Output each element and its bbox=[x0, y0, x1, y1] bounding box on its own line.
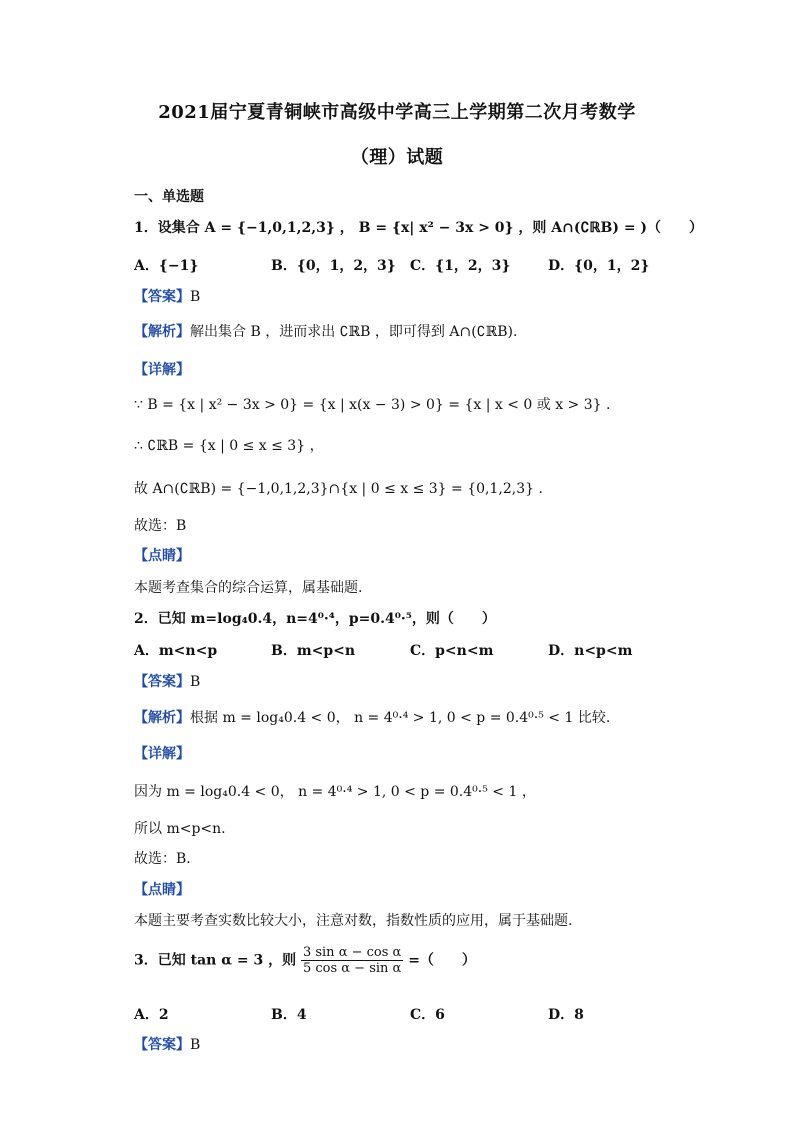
q2-option-c: C．p<n<m bbox=[410, 643, 494, 659]
q1-option-b: B．{0，1，2，3} bbox=[271, 258, 396, 274]
q2-analysis-tag: 【解析】 bbox=[134, 710, 190, 726]
q1-answer-value: B bbox=[190, 289, 201, 305]
q2-comment-tag: 【点睛】 bbox=[134, 882, 190, 898]
q2-detail-1: 因为 m = log₄0.4 < 0， n = 4⁰·⁴ > 1, 0 < p = 0.4⁰·⁵ < 1 ， bbox=[134, 784, 536, 800]
q1-detail-2: ∴ ∁ℝB = {x | 0 ≤ x ≤ 3} ， bbox=[134, 438, 324, 454]
q3-option-d: D．8 bbox=[548, 1007, 584, 1023]
q3-option-c: C．6 bbox=[410, 1007, 445, 1023]
q2-analysis-text: 根据 m = log₄0.4 < 0， n = 4⁰·⁴ > 1, 0 < p = 0.4⁰·⁵ < 1 比较. bbox=[190, 710, 611, 726]
q2-answer-value: B bbox=[190, 674, 201, 690]
q2-stem: 2．已知 m=log₄0.4，n=4⁰·⁴，p=0.4⁰·⁵，则（ ） bbox=[134, 611, 496, 627]
q1-option-d: D．{0，1，2} bbox=[548, 258, 650, 274]
section-heading: 一、单选题 bbox=[134, 189, 204, 205]
q1-answer bbox=[134, 286, 200, 306]
q2-option-a: A．m<n<p bbox=[134, 643, 218, 659]
q2-analysis bbox=[134, 707, 610, 727]
q1-detail-1: ∵ B = {x | x² − 3x > 0} = {x | x(x − 3) > 0} = {x | x < 0 或 x > 3} . bbox=[134, 397, 611, 413]
q2-option-b: B．m<p<n bbox=[271, 643, 356, 659]
q3-fraction-denominator: 5 cos α − sin α bbox=[302, 961, 402, 976]
q3-answer-tag: 【答案】 bbox=[134, 1037, 190, 1053]
doc-title-line2: （理）试题 bbox=[350, 147, 444, 168]
q1-choose: 故选：B bbox=[134, 518, 187, 534]
q2-choose: 故选：B． bbox=[134, 851, 201, 867]
q3-fraction-numerator: 3 sin α − cos α bbox=[302, 945, 402, 960]
q1-comment: 本题考查集合的综合运算，属基础题. bbox=[134, 580, 363, 596]
q2-detail-2: 所以 m<p<n. bbox=[134, 821, 226, 837]
q1-stem: 1．设集合 A = {−1,0,1,2,3} ， B = {x| x² − 3x > 0} ，则 A∩(∁ℝB) = )（ ） bbox=[134, 220, 704, 236]
q1-analysis-tag: 【解析】 bbox=[134, 324, 190, 340]
q1-answer-tag: 【答案】 bbox=[134, 289, 190, 305]
q3-fraction bbox=[301, 945, 403, 976]
q2-answer-tag: 【答案】 bbox=[134, 674, 190, 690]
doc-title-line1: 2021届宁夏青铜峡市高级中学高三上学期第二次月考数学 bbox=[158, 102, 636, 123]
q3-answer bbox=[134, 1034, 200, 1054]
q2-answer bbox=[134, 671, 200, 691]
q2-option-d: D．n<p<m bbox=[548, 643, 633, 659]
q1-detail-tag: 【详解】 bbox=[134, 362, 190, 378]
q3-option-a: A．2 bbox=[134, 1007, 169, 1023]
q3-answer-value: B bbox=[190, 1037, 201, 1053]
q3-option-b: B．4 bbox=[271, 1007, 307, 1023]
q1-comment-tag: 【点睛】 bbox=[134, 548, 190, 564]
q1-option-c: C．{1，2，3} bbox=[410, 258, 511, 274]
q1-option-a: A．{−1} bbox=[134, 258, 199, 274]
q3-stem bbox=[134, 945, 476, 976]
q1-analysis bbox=[134, 321, 517, 341]
q3-stem-prefix: 3．已知 tan α = 3 ，则 bbox=[134, 952, 297, 969]
q2-detail-tag: 【详解】 bbox=[134, 746, 190, 762]
q1-detail-3: 故 A∩(∁ℝB) = {−1,0,1,2,3}∩{x | 0 ≤ x ≤ 3} = {0,1,2,3} . bbox=[134, 481, 543, 497]
q1-analysis-text: 解出集合 B ，进而求出 ∁ℝB ，即可得到 A∩(∁ℝB). bbox=[190, 324, 518, 340]
q2-comment: 本题主要考查实数比较大小，注意对数，指数性质的应用，属于基础题. bbox=[134, 913, 573, 929]
q3-stem-suffix: =（ ） bbox=[408, 952, 476, 969]
